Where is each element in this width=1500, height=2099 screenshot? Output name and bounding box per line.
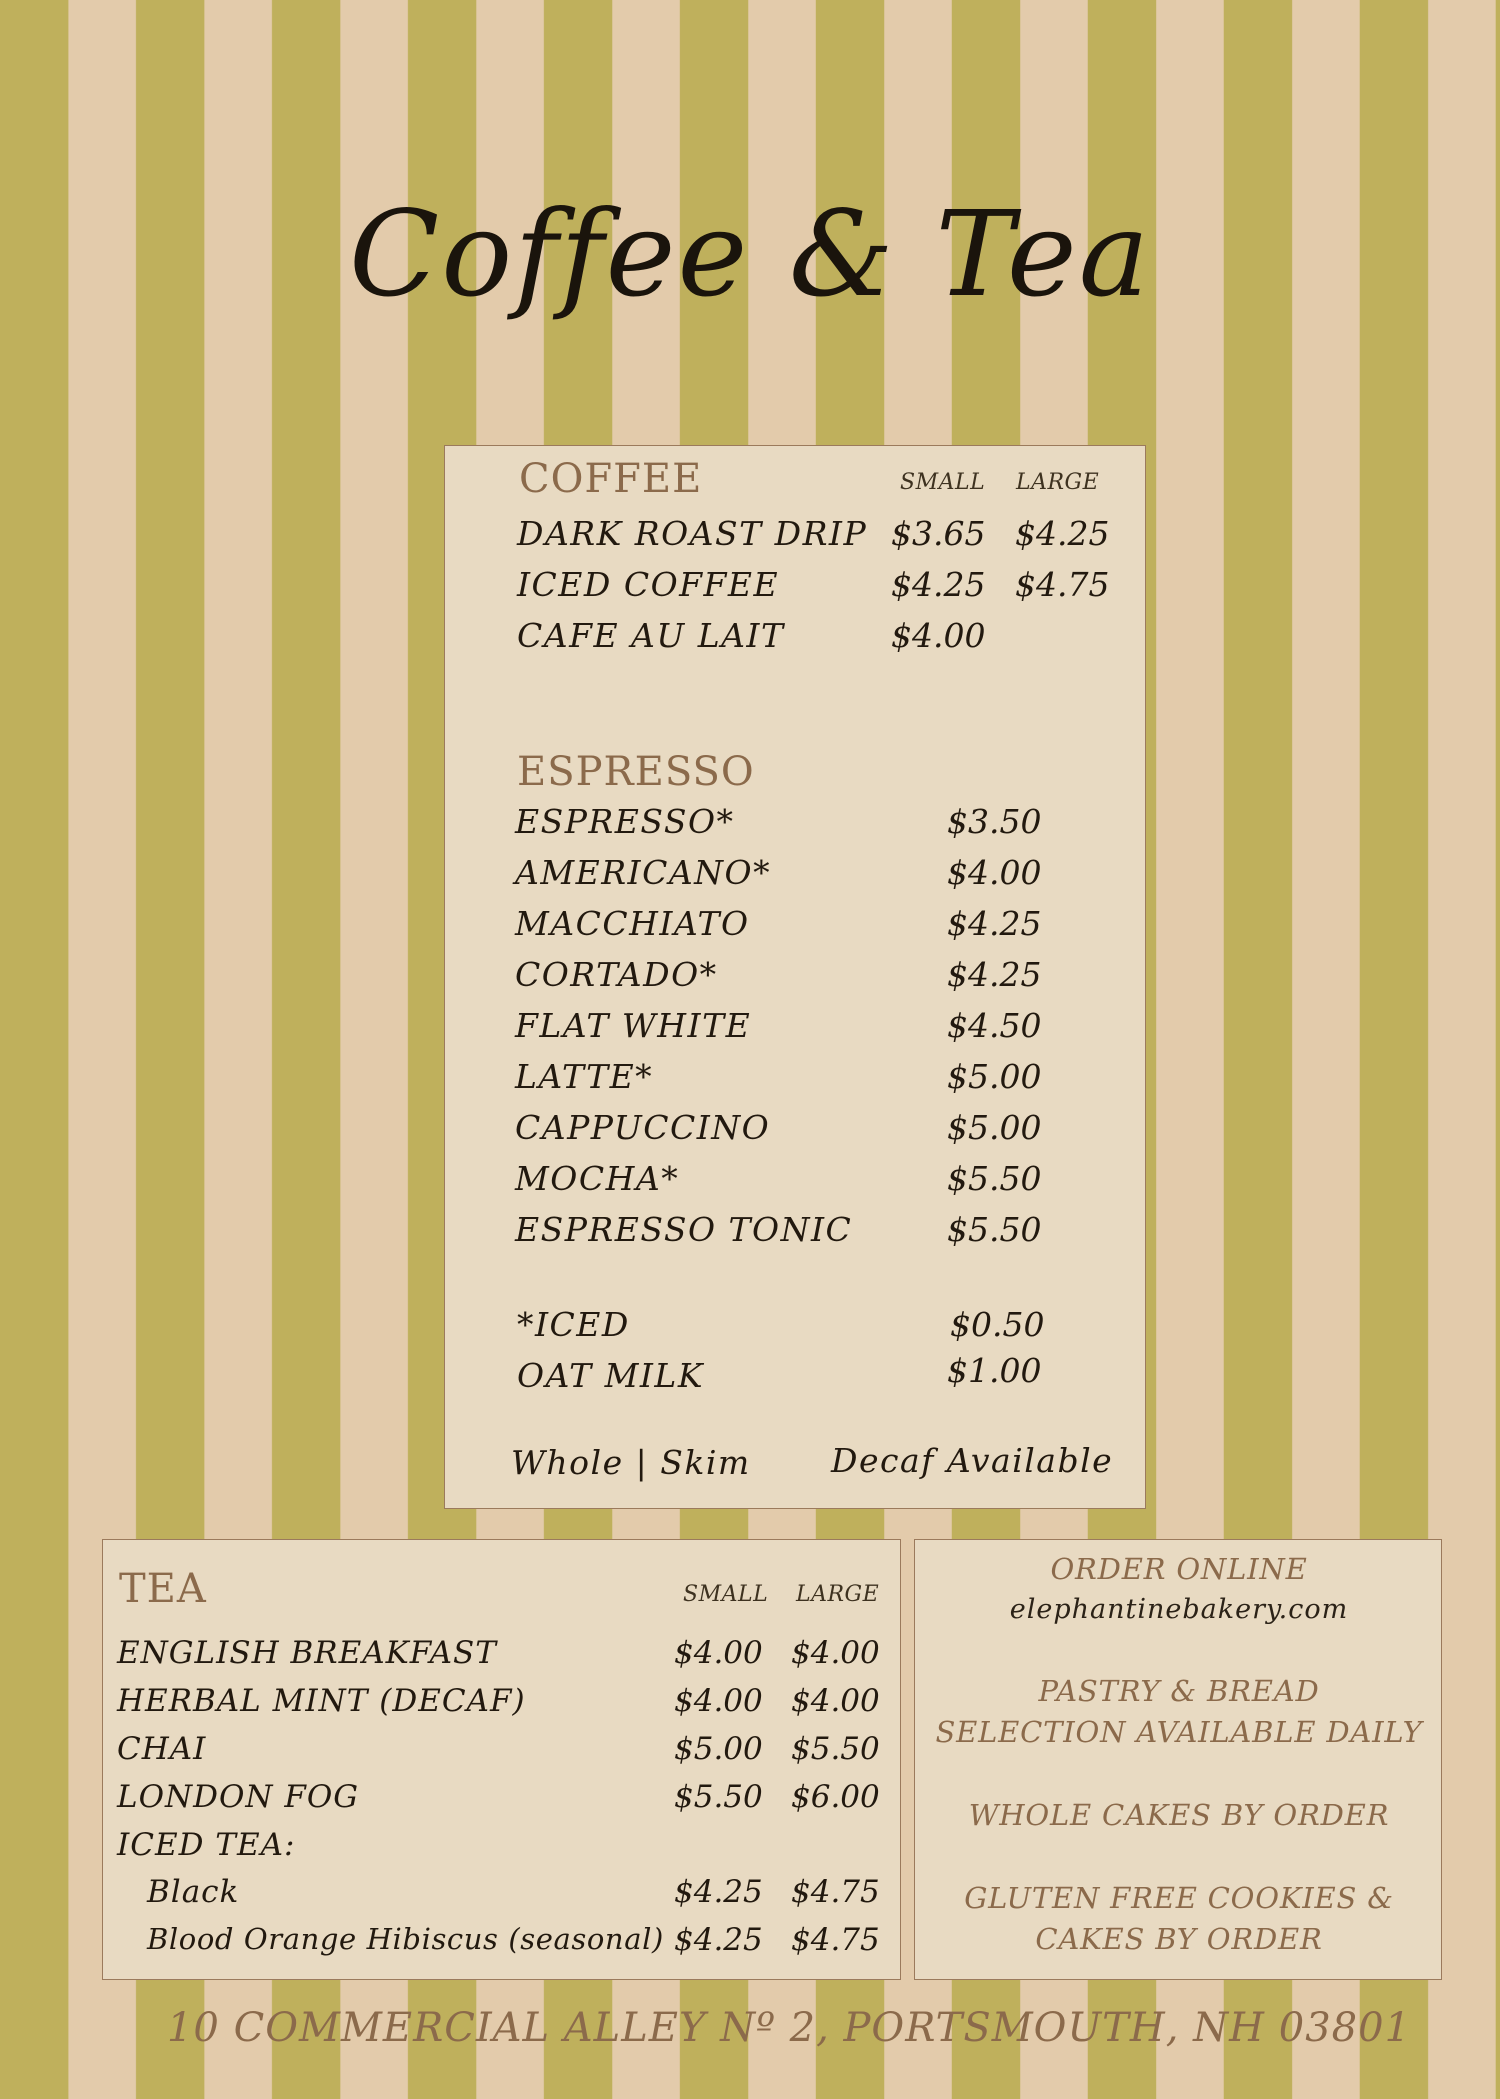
info-panel <box>914 1539 1442 1980</box>
tea-item-small: $4.25 <box>674 1874 763 1910</box>
tea-item-small: $4.00 <box>674 1683 763 1719</box>
menu-title: Coffee & Tea <box>348 185 1152 323</box>
tea-item-small: $5.00 <box>674 1731 763 1767</box>
decaf-note: Decaf Available <box>831 1441 1114 1480</box>
espresso-item-name: ESPRESSO TONIC <box>515 1210 853 1249</box>
coffee-item-large: $4.75 <box>1015 565 1110 604</box>
gluten-free-line-2: CAKES BY ORDER <box>1035 1922 1323 1956</box>
tea-item-name: Black <box>147 1874 240 1910</box>
addon-price: $0.50 <box>950 1305 1045 1344</box>
espresso-heading: ESPRESSO <box>517 749 755 795</box>
espresso-item-name: MACCHIATO <box>515 904 750 943</box>
tea-heading: TEA <box>119 1566 207 1612</box>
espresso-item-name: MOCHA* <box>515 1159 680 1198</box>
espresso-item-name: ESPRESSO* <box>515 802 735 841</box>
milk-note: Whole | Skim <box>511 1443 751 1482</box>
gluten-free-line-1: GLUTEN FREE COOKIES & <box>964 1881 1394 1915</box>
espresso-item-name: LATTE* <box>515 1057 654 1096</box>
tea-item-name: ICED TEA: <box>117 1827 296 1863</box>
espresso-item-price: $4.25 <box>947 904 1042 943</box>
addon-price: $1.00 <box>947 1351 1042 1390</box>
tea-item-small: $4.00 <box>674 1635 763 1671</box>
addon-name: OAT MILK <box>517 1356 704 1395</box>
espresso-item-name: AMERICANO* <box>515 853 772 892</box>
tea-item-large: $4.75 <box>791 1874 880 1910</box>
tea-item-name: HERBAL MINT (DECAF) <box>117 1683 526 1719</box>
website-link[interactable]: elephantinebakery.com <box>1009 1594 1349 1625</box>
whole-cakes-note: WHOLE CAKES BY ORDER <box>968 1798 1390 1832</box>
espresso-item-price: $4.50 <box>947 1006 1042 1045</box>
espresso-item-name: FLAT WHITE <box>515 1006 752 1045</box>
espresso-item-price: $4.25 <box>947 955 1042 994</box>
tea-col-small: SMALL <box>683 1582 769 1607</box>
tea-item-large: $5.50 <box>791 1731 880 1767</box>
tea-item-large: $4.00 <box>791 1683 880 1719</box>
coffee-item-small: $4.00 <box>891 616 986 655</box>
coffee-heading: COFFEE <box>519 456 703 502</box>
tea-item-large: $6.00 <box>791 1779 880 1815</box>
coffee-col-large: LARGE <box>1016 470 1100 495</box>
tea-item-small: $5.50 <box>674 1779 763 1815</box>
espresso-item-price: $3.50 <box>947 802 1042 841</box>
tea-item-small: $4.25 <box>674 1922 763 1958</box>
addon-name: *ICED <box>517 1305 630 1344</box>
coffee-col-small: SMALL <box>900 470 986 495</box>
coffee-item-name: DARK ROAST DRIP <box>517 514 868 553</box>
tea-panel <box>102 1539 901 1980</box>
tea-item-large: $4.75 <box>791 1922 880 1958</box>
espresso-item-price: $5.50 <box>947 1159 1042 1198</box>
espresso-item-price: $4.00 <box>947 853 1042 892</box>
tea-col-large: LARGE <box>796 1582 880 1607</box>
coffee-item-large: $4.25 <box>1015 514 1110 553</box>
tea-item-name: LONDON FOG <box>117 1779 360 1815</box>
coffee-item-name: ICED COFFEE <box>517 565 780 604</box>
tea-item-name: Blood Orange Hibiscus (seasonal) <box>147 1922 664 1956</box>
order-online-label: ORDER ONLINE <box>1050 1552 1308 1586</box>
coffee-item-small: $4.25 <box>891 565 986 604</box>
pastry-line-2: SELECTION AVAILABLE DAILY <box>935 1715 1423 1749</box>
coffee-item-small: $3.65 <box>891 514 986 553</box>
espresso-item-name: CAPPUCCINO <box>515 1108 771 1147</box>
espresso-item-price: $5.00 <box>947 1057 1042 1096</box>
tea-item-name: CHAI <box>117 1731 207 1767</box>
espresso-item-price: $5.50 <box>947 1210 1042 1249</box>
espresso-item-price: $5.00 <box>947 1108 1042 1147</box>
pastry-line-1: PASTRY & BREAD <box>1038 1674 1320 1708</box>
tea-item-large: $4.00 <box>791 1635 880 1671</box>
coffee-item-name: CAFE AU LAIT <box>517 616 785 655</box>
tea-item-name: ENGLISH BREAKFAST <box>117 1635 497 1671</box>
espresso-item-name: CORTADO* <box>515 955 718 994</box>
coffee-espresso-panel <box>444 445 1146 1509</box>
address-footer: 10 COMMERCIAL ALLEY Nº 2, PORTSMOUTH, NH 03801 <box>166 2005 1412 2051</box>
